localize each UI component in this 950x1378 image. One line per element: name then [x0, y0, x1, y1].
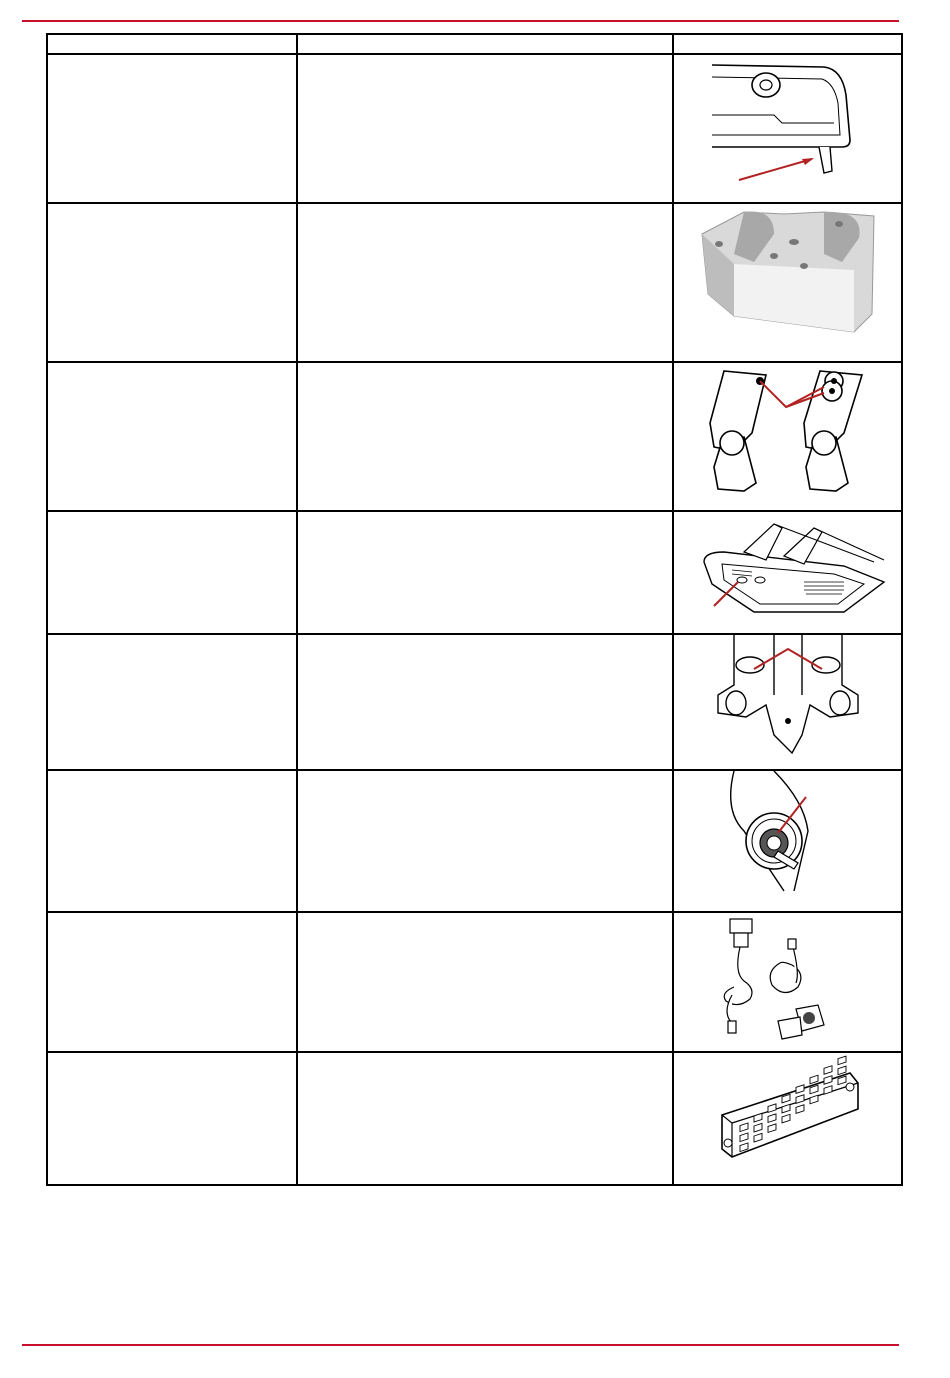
column-header-1	[47, 34, 297, 54]
row-illustration	[673, 511, 902, 634]
connector-socket-illustration	[674, 771, 901, 911]
row-cell-1	[47, 1052, 297, 1185]
parts-table	[46, 33, 903, 1186]
row-cell-1	[47, 912, 297, 1052]
table-row	[47, 912, 902, 1052]
row-cell-1	[47, 770, 297, 912]
row-illustration	[673, 203, 902, 362]
row-cell-1	[47, 54, 297, 203]
column-header-2	[297, 34, 673, 54]
row-illustration	[673, 362, 902, 511]
table-row	[47, 634, 902, 770]
table-header-row	[47, 34, 902, 54]
row-cell-2	[297, 362, 673, 511]
row-illustration	[673, 1052, 902, 1185]
row-cell-1	[47, 511, 297, 634]
row-illustration	[673, 634, 902, 770]
row-cell-2	[297, 203, 673, 362]
row-cell-2	[297, 511, 673, 634]
table-row	[47, 362, 902, 511]
row-illustration	[673, 770, 902, 912]
row-cell-2	[297, 54, 673, 203]
row-illustration	[673, 912, 902, 1052]
row-cell-2	[297, 1052, 673, 1185]
mount-arms-illustration	[674, 363, 901, 510]
sliding-cover-illustration	[674, 55, 901, 202]
table-row	[47, 511, 902, 634]
table-row	[47, 770, 902, 912]
row-illustration	[673, 54, 902, 203]
mounting-base-illustration	[674, 204, 901, 361]
table-row	[47, 1052, 902, 1185]
row-cell-2	[297, 912, 673, 1052]
row-cell-1	[47, 203, 297, 362]
column-header-3	[673, 34, 902, 54]
table-row	[47, 203, 902, 362]
row-cell-2	[297, 770, 673, 912]
row-cell-1	[47, 634, 297, 770]
row-cell-1	[47, 362, 297, 511]
table-row	[47, 54, 902, 203]
footer-rule	[22, 1344, 899, 1346]
row-cell-2	[297, 634, 673, 770]
grille-panel-illustration	[674, 1053, 901, 1184]
base-plate-illustration	[674, 512, 901, 633]
mount-underside-illustration	[674, 635, 901, 769]
header-rule	[22, 20, 899, 22]
cable-harness-illustration	[674, 913, 901, 1051]
